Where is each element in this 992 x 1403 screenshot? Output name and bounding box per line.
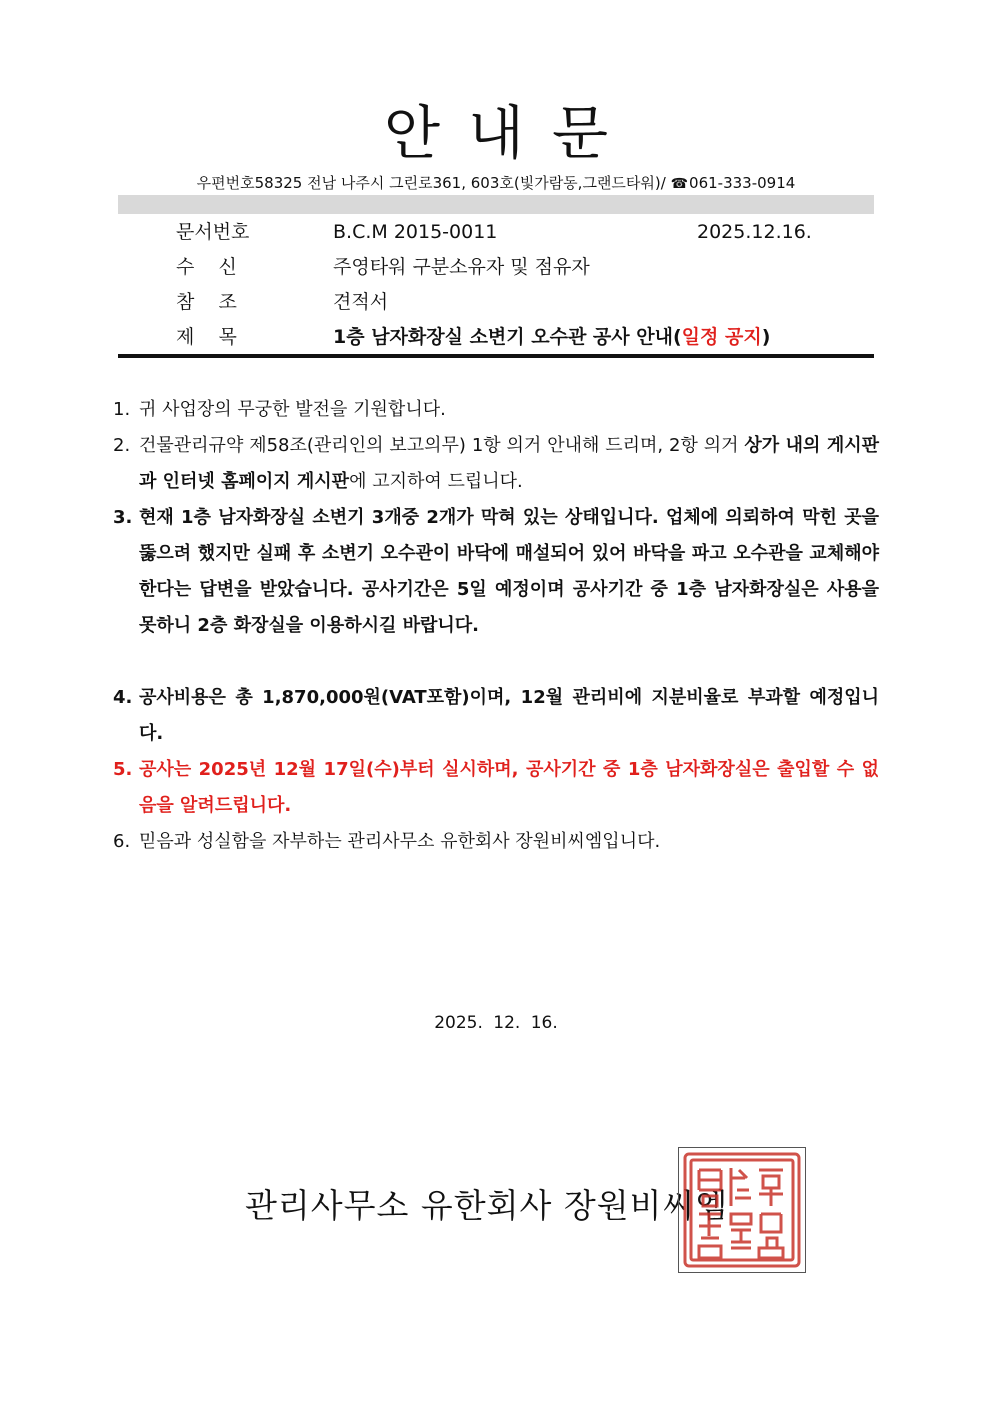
- item-text: 귀 사업장의 무궁한 발전을 기원합니다.: [139, 399, 446, 420]
- item-2-text-a: 건물관리규약 제58조(관리인의 보고의무) 1항 의거 안내해 드리며, 2항 의거: [139, 435, 745, 456]
- company-seal-icon: [678, 1147, 806, 1273]
- footer-date: 2025. 12. 16.: [434, 1013, 558, 1033]
- signature-text: 관리사무소 유한회사 장원비씨엠: [245, 1186, 729, 1225]
- subject-value: [333, 322, 770, 352]
- item-text: [139, 428, 879, 500]
- subject-label: 제 목: [176, 326, 237, 348]
- header-divider: [118, 354, 874, 358]
- meta-row-doc-no: [0, 217, 992, 247]
- item-number: 3.: [113, 507, 133, 528]
- address-line: [0, 173, 992, 194]
- list-item-2: [113, 428, 879, 500]
- doc-date: 2025.12.16.: [697, 221, 812, 243]
- reference-label: 참 조: [176, 291, 237, 313]
- item-number: 1.: [113, 399, 131, 420]
- item-2-text-b: 에 고지하여 드립니다.: [349, 471, 523, 492]
- meta-row-subject: [0, 322, 992, 352]
- list-item-4: [113, 680, 879, 752]
- meta-row-recipient: [0, 252, 992, 282]
- telephone-icon: ☎: [670, 176, 689, 192]
- item-text: 믿음과 성실함을 자부하는 관리사무소 유한회사 장원비씨엠입니다.: [139, 831, 661, 852]
- phone-number: 061-333-0914: [689, 174, 796, 192]
- subject-main: 1층 남자화장실 소변기 오수관 공사 안내(: [333, 326, 682, 348]
- item-number: 6.: [113, 831, 131, 852]
- item-2-text-bold: 상가 내의 게시판과 인터넷 홈페이지 게시판: [139, 435, 879, 492]
- reference-value: 견적서: [333, 291, 389, 313]
- recipient-label: 수 신: [176, 256, 237, 278]
- item-number: 4.: [113, 687, 133, 708]
- subject-highlight: 일정 공지: [681, 326, 762, 348]
- doc-no-value: B.C.M 2015-0011: [333, 221, 498, 243]
- header-gray-bar: [118, 195, 874, 214]
- list-item-1: [113, 392, 879, 428]
- item-number: 5.: [113, 759, 133, 780]
- list-item-5: [113, 752, 879, 824]
- recipient-value: 주영타워 구분소유자 및 점유자: [333, 256, 590, 278]
- list-item-3: [113, 500, 879, 644]
- item-number: 2.: [113, 435, 131, 456]
- address-text: 우편번호58325 전남 나주시 그린로361, 603호(빛가람동,그랜드타워)/: [196, 174, 666, 192]
- item-text: 공사비용은 총 1,870,000원(VAT포함)이며, 12월 관리비에 지분비율로 부과할 예정입니다.: [139, 687, 879, 744]
- doc-no-label: 문서번호: [176, 221, 250, 243]
- subject-end: ): [761, 326, 771, 348]
- item-text: 현재 1층 남자화장실 소변기 3개중 2개가 막혀 있는 상태입니다. 업체에 의뢰하여 막힌 곳을 뚫으려 했지만 실패 후 소변기 오수관이 바닥에 매설되어 있어 바닥을 파고 오수관을 교체해야 한다는 답변을 받았습니다. 공사기간은 5일 예정이며 공사기간 중 1층 남자화장실은 사용을 못하니 2층 화장실을 이용하시길 바랍니다.: [139, 507, 879, 636]
- list-item-6: [113, 824, 879, 860]
- item-text: 공사는 2025년 12월 17일(수)부터 실시하며, 공사기간 중 1층 남자화장실은 출입할 수 없음을 알려드립니다.: [139, 759, 879, 816]
- page-title: 안내문: [383, 99, 637, 167]
- meta-row-reference: [0, 287, 992, 317]
